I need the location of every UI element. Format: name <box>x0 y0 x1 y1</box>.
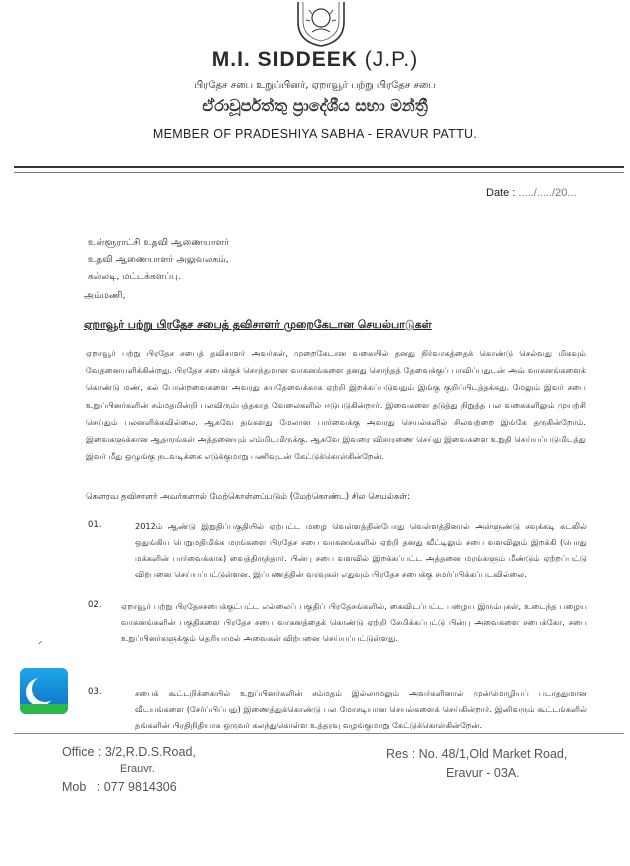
item-text: ஏறாவூர் பற்று பிரதேசசபைக்குட்பட்ட எல்லைப் பகுதிப் பிரதேசங்களில், கைவிடப்பட்ட பழைய இரும்புகள், உடைந்த பழைய வாகனங்களின் பகுதிகளை பிரதேச சபை வாகனத்தைக் கொண்டு ஏற்றி சேமிக்கப்பட்டு பின்பு அவைகளை சபைக்கோ, சபை உறுப்பினர்களுக்கும் தெரியாமல் அவைகள் விற்பனை செய்யப்பட்டுள்ளது. <box>121 601 587 643</box>
residence-address-line-2: Eravur - 03A. <box>446 766 520 780</box>
item-text: 2012ம் ஆண்டு இறுதிப்பகுதியில் ஏற்பட்ட மழை வெள்ளத்தின்போது வெள்ளத்தினால் அள்ளுண்டு சவுக்கடி கடலில் ஒதுங்கிய பெறுமதிமிக்க மரங்களை பிரதேச சபை வாகனங்களில் ஏற்றி தனது வீட்டிலும் சபை வளவிலும் இறக்கி (பொது மக்களின் பார்வைக்காக) வைத்திருந்தார். பின்பு சபை வளவில் இறக்கப்பட்ட அத்தனை மரங்களும் மீண்டும் ஏற்றப்பட்டு விற்பனை செய்யப்பட்டுள்ளன. இப்பணத்தின் வரவுகள் எதுவும் பிரதேச சபைக்கு சமர்ப்பிக்கப்படவில்லை. <box>135 521 587 579</box>
letterhead-sinhala-title: ඒරාවූර්පත්තු ප්‍රාදේශීය සභා මන්ත්‍රී <box>202 96 428 115</box>
footer-divider <box>14 733 624 734</box>
header-divider <box>14 166 624 168</box>
emblem-seal <box>294 2 348 48</box>
letterhead-tamil-title: பிரதேச சபை உறுப்பினர், ஏறாவூர் பற்று பிரதேச சபை <box>194 80 436 91</box>
office-address: Office : 3/2,R.D.S.Road, <box>62 745 196 759</box>
logo-band <box>20 704 68 714</box>
item-number: 01. <box>88 520 102 530</box>
office-address-line-2: Erauvr. <box>120 763 155 775</box>
residence-address: Res : No. 48/1,Old Market Road, <box>386 747 568 761</box>
body-paragraph: ஏறாவூர் பற்று பிரதேச சபைத் தவிசாளர் அவர்கள், முறைகேடான வகையில் தனது நிர்வாகத்தைக் கொண்டு செல்வது மிகவும் வேதனையளிக்கின்றது. பிரதேச சபைக்குச் சொந்தமான வாகனங்களை தனது சொந்தத் தேவைக்குப் பாவிப்பதுடன் அவ் வாகனங்களைக் கொண்டு மண், கல் போன்றவைகளை அவரது சுயதேவைக்காக ஏற்றி இறக்கப்படுவதும் இங்கு குறிப்பிடத்தக்கது. மேலும் இவர் சபை உறுப்பினர்களின் சம்மதமின்றி பலவிரும்பத்தகாத வேலைகளில் ஈடுபடுகின்றார். இவைகளை தடுத்து நிறுத்த பல வகைகளிலும் முயற்சி செய்தும் பலனளிக்கவில்லை. ஆகவே தங்களது மேலான பார்வைக்கு அவரது செயல்களில் சிலவற்றை இங்கே தருகின்றோம். இவைகளுக்கான ஆதாரங்கள் அத்தனையும் எம்மிடமிருக்கு. ஆகவே இவரை விசாரணை செய்து இவைகளை உறுதி செய்யப்படுமிடத்து இவர் மீது ஒழுங்கு நடவடிக்கை எடுக்குமாறு பணிவுடன் கேட்டுக்கொள்கின்றேன். <box>86 348 586 462</box>
letterhead-name: M.I. SIDDEEK (J.P.) <box>211 48 419 71</box>
subject-heading: ஏறாவூர் பற்று பிரதேச சபைத் தவிசாளர் முறைகேடான செயல்பாடுகள் <box>84 318 432 331</box>
recipient-line-2: உதவி ஆணையாளர் அலுவலகம், <box>88 254 229 265</box>
stray-mark: ᐟ <box>38 640 43 651</box>
list-item <box>121 598 587 646</box>
recipient-line-3: கல்லடி, மட்டக்களப்பு. <box>88 271 181 282</box>
crescent-icon <box>32 676 58 702</box>
item-text: சபைக் கூட்டறிக்கையில் உறுப்பினர்களின் சம்மதம் இல்லாமலும் அவர்களினால் முன்மொழியப் படாததுமான வீடயங்களை (சேர்ப்பிப்பது) இணைத்துக்கொண்டு பல மோசடியான செயல்களைக் செய்கின்றார். இனிவரும் கூட்டங்களில் தங்களின் பிரதிநிதியாக ஒருவர் கலந்துகொள்ள உத்தரவு வழங்குமாறு கேட்டுக்கொள்கின்றேன். <box>135 688 587 730</box>
item-number: 03. <box>88 687 102 697</box>
header-divider-thin <box>14 172 624 173</box>
mobile-number: Mob : 077 9814306 <box>62 780 177 794</box>
watermark-logo-icon <box>20 668 68 714</box>
item-number: 02. <box>88 600 102 610</box>
recipient-line-1: உள்ளூராட்சி உதவி ஆணையாளர் <box>88 237 229 248</box>
list-item <box>121 518 587 582</box>
date-field: Date : ...../...../20... <box>486 187 577 199</box>
salutation: அம்மணி, <box>84 290 126 301</box>
letterhead-english-title: MEMBER OF PRADESHIYA SABHA - ERAVUR PATTU. <box>152 127 478 141</box>
list-item <box>121 685 587 733</box>
items-intro: கௌரவ தவிசாளர் அவர்களால் மேற்கொள்ளப்படும் (மேற்கொண்ட) சில செயல்கள்: <box>86 492 410 502</box>
